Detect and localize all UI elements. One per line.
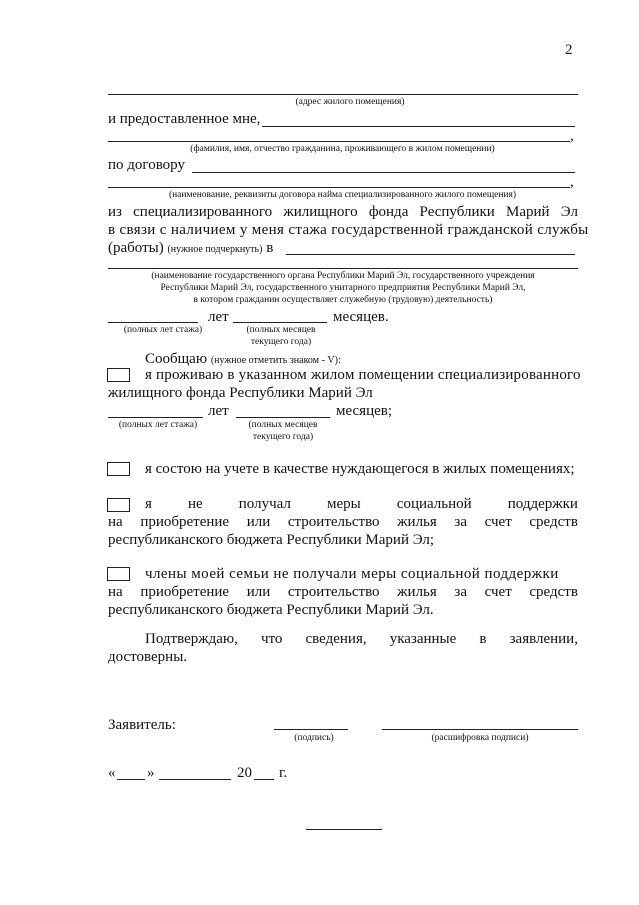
option-3-line-3: республиканского бюджета Республики Марий Эл; — [108, 532, 435, 548]
word: из — [108, 204, 122, 220]
years-line[interactable] — [108, 322, 198, 323]
option-4-checkbox[interactable] — [107, 567, 130, 581]
address-caption: (адрес жилого помещения) — [295, 97, 405, 107]
option-3-checkbox[interactable] — [107, 498, 130, 512]
option-1-checkbox[interactable] — [107, 368, 130, 382]
end-separator — [306, 829, 382, 830]
signature-caption: (подпись) — [294, 733, 334, 743]
word: или — [246, 584, 271, 600]
word: что — [260, 631, 283, 647]
word: на — [108, 514, 123, 530]
fio-caption: (фамилия, имя, отчество гражданина, проживающего в жилом помещении) — [190, 144, 495, 154]
address-line[interactable] — [108, 94, 578, 95]
provided-label: и предоставленное мне, — [108, 111, 261, 127]
option-4-line-2 — [108, 583, 578, 601]
word: меры — [326, 496, 361, 512]
years-caption-2: (полных лет стажа) — [118, 420, 198, 430]
contract-caption: (наименование, реквизиты договора найма специализированного жилого помещения) — [168, 190, 517, 200]
contract-line[interactable] — [192, 172, 575, 173]
word: счет — [484, 584, 512, 600]
org-caption-3: в котором гражданин осуществляет служебную (трудовую) деятельность) — [193, 295, 493, 305]
word: за — [454, 514, 468, 530]
months-label-2: месяцев; — [336, 403, 393, 419]
fio-line[interactable] — [108, 141, 570, 142]
contract-line-2[interactable] — [108, 187, 570, 188]
comma: , — [570, 128, 574, 144]
word: средств — [529, 584, 578, 600]
months-caption-2: текущего года) — [250, 337, 312, 347]
signature-decode-caption: (расшифровка подписи) — [431, 733, 529, 743]
date-open-quote: « — [108, 765, 116, 781]
word: заявлении, — [509, 631, 578, 647]
word: жилищного — [283, 204, 358, 220]
word: специализированного — [133, 204, 273, 220]
word: не — [187, 496, 203, 512]
word: жилья — [397, 514, 437, 530]
fund-line — [108, 203, 578, 221]
signature-decode-line[interactable] — [382, 729, 578, 730]
option-2-checkbox[interactable] — [107, 462, 130, 476]
word: жилья — [397, 584, 437, 600]
option-3-line-2 — [108, 513, 578, 531]
signature-line[interactable] — [274, 729, 348, 730]
work-org-line[interactable] — [286, 254, 575, 255]
word: сведения, — [305, 631, 367, 647]
word: приобретение — [140, 514, 230, 530]
contract-label: по договору — [108, 157, 185, 173]
word: я — [145, 496, 152, 512]
date-day-line[interactable] — [117, 779, 145, 780]
word: строительство — [287, 584, 380, 600]
months-caption-1: (полных месяцев — [246, 325, 316, 335]
years-label-2: лет — [208, 403, 229, 419]
months-line-2[interactable] — [236, 417, 330, 418]
provided-line[interactable] — [262, 126, 575, 127]
in-word: в — [266, 240, 274, 256]
months-line[interactable] — [233, 322, 327, 323]
date-close-quote: » — [147, 765, 155, 781]
word: в — [479, 631, 487, 647]
years-caption: (полных лет стажа) — [123, 325, 203, 335]
work-line — [108, 239, 273, 259]
months-caption-2a: (полных месяцев — [248, 420, 318, 430]
word: строительство — [287, 514, 380, 530]
applicant-label: Заявитель: — [108, 717, 176, 733]
word: средств — [529, 514, 578, 530]
underline-hint: (нужное подчеркнуть) — [167, 244, 263, 255]
word: Марий — [505, 204, 550, 220]
word: Республики — [419, 204, 495, 220]
word: фонда — [368, 204, 409, 220]
option-1-line-2: жилищного фонда Республики Марий Эл — [108, 385, 373, 401]
option-1-line-1: я проживаю в указанном жилом помещении специализированного — [145, 367, 581, 383]
months-label: месяцев. — [333, 309, 389, 325]
word: счет — [484, 514, 512, 530]
months-caption-2b: текущего года) — [252, 432, 314, 442]
word: на — [108, 584, 123, 600]
date-month-line[interactable] — [159, 779, 231, 780]
org-line[interactable] — [108, 268, 578, 269]
org-caption-1: (наименование государственного органа Республики Марий Эл, государственного учреждения — [151, 271, 535, 281]
confirm-line-1 — [145, 630, 578, 648]
org-caption-2: Республики Марий Эл, государственного унитарного предприятия Республики Марий Эл, — [160, 283, 526, 293]
comma: , — [570, 174, 574, 190]
option-4-line-1: члены моей семьи не получали меры социальной поддержки — [145, 566, 559, 582]
work-word: (работы) — [108, 240, 164, 256]
word: Подтверждаю, — [145, 631, 238, 647]
word: поддержки — [507, 496, 578, 512]
service-line: в связи с наличием у меня стажа государственной гражданской службы — [108, 222, 589, 238]
word: приобретение — [140, 584, 230, 600]
page-number: 2 — [565, 42, 573, 58]
word: указанные — [389, 631, 457, 647]
inform-word: Сообщаю — [145, 351, 208, 367]
word: социальной — [396, 496, 472, 512]
option-2-text: я состою на учете в качестве нуждающегося в жилых помещениях; — [145, 461, 575, 477]
word: или — [246, 514, 271, 530]
word: за — [454, 584, 468, 600]
date-year-line[interactable] — [254, 779, 274, 780]
confirm-line-2: достоверны. — [108, 649, 188, 665]
option-3-line-1 — [145, 495, 578, 513]
word: получал — [238, 496, 291, 512]
years-label: лет — [208, 309, 229, 325]
word: Эл — [560, 204, 578, 220]
year-prefix: 20 — [237, 765, 252, 781]
option-4-line-3: республиканского бюджета Республики Марий Эл. — [108, 602, 434, 618]
year-suffix: г. — [279, 765, 288, 781]
years-line-2[interactable] — [108, 417, 203, 418]
mark-hint: (нужное отметить знаком - V): — [210, 355, 341, 366]
